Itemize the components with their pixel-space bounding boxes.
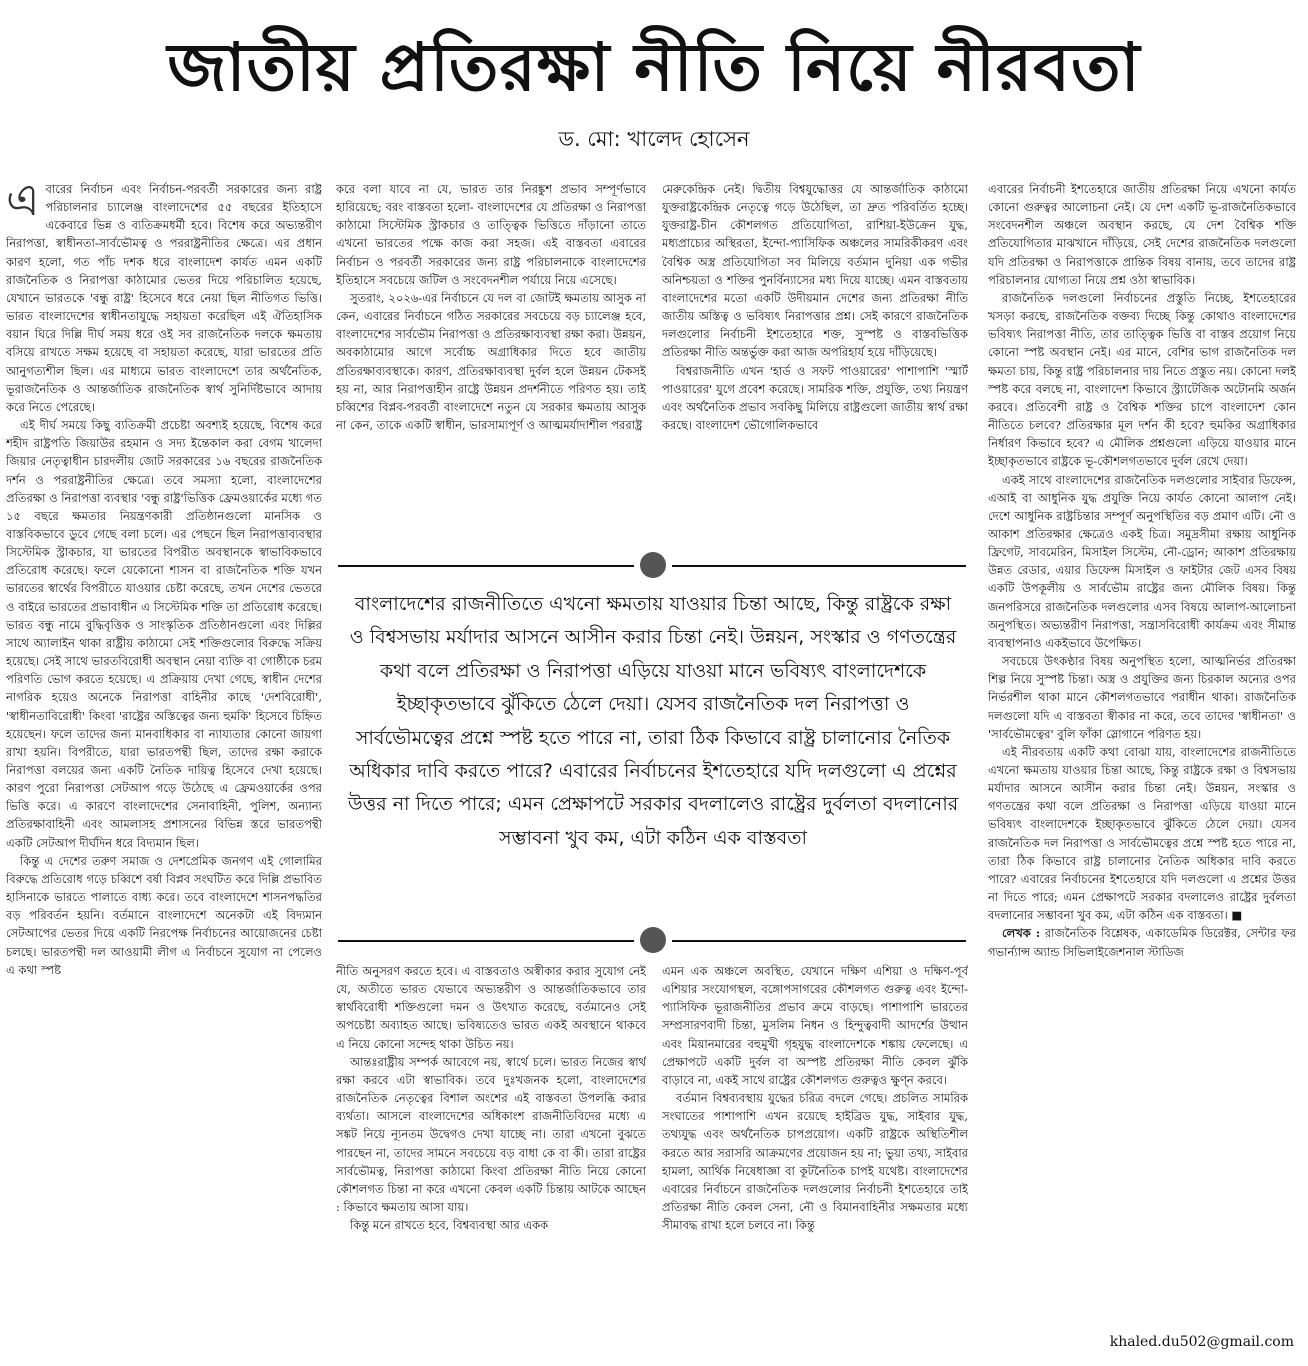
dropcap: এ xyxy=(6,180,40,226)
headline: জাতীয় প্রতিরক্ষা নীতি নিয়ে নীরবতা xyxy=(167,29,1141,106)
author-note xyxy=(988,924,1296,960)
byline: ড. মো: খালেদ হোসেন xyxy=(558,127,750,151)
column-3-top xyxy=(662,180,968,548)
col4-paragraph: এবারের নির্বাচনী ইশতেহারে জাতীয় প্রতিরক্ষা নিয়ে এখনো কার্যত কোনো গুরুত্বর আলোচনা নেই। যে দেশ একটি ভূ-রাজনৈতিকভাবে সংবেদনশীল অঞ্চলে অবস্থান করছে, যে দেশ বৈশ্বিক শক্তি প্রতিযোগিতার মাঝখানে দাঁড়িয়ে, সেই দেশের রাজনৈতিক দলগুলো যদি প্রতিরক্ষা ও নিরাপত্তাকে প্রান্তিক বিষয় বানায়, তবে তাদের রাষ্ট্র পরিচালনার যোগ্যতা নিয়ে প্রশ্ন ওঠা স্বাভাবিক। xyxy=(988,182,1296,287)
col2-paragraph: আন্তঃরাষ্ট্রীয় সম্পর্ক আবেগে নয়, স্বার্থে চলে। ভারত নিজের স্বার্থ রক্ষা করবে এটা স্বাভাবিক। তবে দুঃখজনক হলো, বাংলাদেশের রাজনৈতিক নেতৃত্বের বিশাল অংশের এই বাস্তবতা উপলব্ধি করার ব্যর্থতা। আসলে বাংলাদেশের অধিকাংশ রাজনীতিবিদের মধ্যে এ সঙ্কট নিয়ে ন্যূনতম উদ্বেগও দেখা যাচ্ছে না। তারা এখনো বুঝতে পারছেন না, তাদের সামনে সবচেয়ে বড় বাধা কে বা কী। তারা রাষ্ট্রের সার্বভৌমত্ব, নিরাপত্তা কাঠামো কিংবা প্রতিরক্ষা নীতি নিয়ে কোনো কৌশলগত চিন্তা না করে এখনো কেবল একটি চিন্তায় আটকে আছেন : কিভাবে ক্ষমতায় আসা যায়। xyxy=(336,1054,646,1215)
col4-paragraph: রাজনৈতিক দলগুলো নির্বাচনের প্রস্তুতি নিচ্ছে, ইশতেহারের খসড়া করছে, রাজনৈতিক বক্তব্য দিচ্ছে কিন্তু কোথাও বাংলাদেশের ভবিষ্যৎ নিরাপত্তা নীতি, তার তাত্ত্বিক ভিত্তি বা বাস্তব প্রয়োগ নিয়ে কোনো স্পষ্ট অবস্থান নেই। এর মানে, বেশির ভাগ রাজনৈতিক দল ক্ষমতা চায়, কিন্তু রাষ্ট্র পরিচালনার দায় নিতে প্রস্তুত নয়। কোনো দলই স্পষ্ট করে বলছে না, বাংলাদেশ কিভাবে স্ট্র্যাটেজিক অটোনমি অর্জন করবে। প্রতিবেশী রাষ্ট্র ও বৈশ্বিক শক্তির চাপে বাংলাদেশ কোন নীতিতে চলবে? প্রতিরক্ষার মূল দর্শন কী হবে? হুমকির অগ্রাধিকার নির্ধারণ কিভাবে হবে? এ মৌলিক প্রশ্নগুলো এড়িয়ে যাওয়ার মানে ইচ্ছাকৃতভাবে রাষ্ট্রকে ভূ-কৌশলগতভাবে দুর্বল রেখে দেয়া। xyxy=(988,290,1296,469)
pullquote-bottom-dot xyxy=(640,927,666,953)
col2-paragraph: কিন্তু মনে রাখতে হবে, বিশ্বব্যবস্থা আর একক xyxy=(350,1218,549,1233)
column-3-bottom xyxy=(662,962,968,1360)
col3-paragraph: বিশ্বরাজনীতি এখন 'হার্ড ও সফট পাওয়ারের' পাশাপাশি 'স্মার্ট পাওয়ারের' যুগে প্রবেশ করেছে। সামরিক শক্তি, প্রযুক্তি, তথ্য নিয়ন্ত্রণ এবং অর্থনৈতিক প্রভাব সবকিছু মিলিয়ে রাষ্ট্রগুলো জাতীয় স্বার্থ রক্ষা করছে। বাংলাদেশ ভৌগোলিকভাবে xyxy=(662,363,968,433)
col2-paragraph: করে বলা যাবে না যে, ভারত তার নিরঙ্কুশ প্রভাব সম্পূর্ণভাবে হারিয়েছে; বরং বাস্তবতা হলো- বাংলাদেশের যে প্রতিরক্ষা ও নিরাপত্তা কাঠামো সিস্টেমিক স্ট্রাকচার ও তাত্ত্বিক ভিত্তিতে দাঁড়ানো তাতে এখনো ভারতের পক্ষে কাজ করা সহজ। এই বাস্তবতা এবারের নির্বাচন ও পরবর্তী সরকারের জন্য রাষ্ট্র পরিচালনাকে বাংলাদেশের ইতিহাসে সবচেয়ে জটিল ও সংবেদনশীল পর্যায়ে নিয়ে এসেছে। xyxy=(336,182,646,287)
col3-paragraph: মেরুকেন্দ্রিক নেই। দ্বিতীয় বিশ্বযুদ্ধোত্তর যে আন্তর্জাতিক কাঠামো যুক্তরাষ্ট্রকেন্দ্রিক নেতৃত্বে গড়ে উঠেছিল, তা দ্রুত পরিবর্তিত হচ্ছে। যুক্তরাষ্ট্র-চীন কৌশলগত প্রতিযোগিতা, রাশিয়া-ইউক্রেন যুদ্ধ, মধ্যপ্রাচ্যের অস্থিরতা, ইন্দো-প্যাসিফিক অঞ্চলের সামরিকীকরণ এবং বৈশ্বিক অস্ত্র প্রতিযোগিতা সব মিলিয়ে বর্তমান দুনিয়া এক গভীর অনিশ্চয়তা ও শক্তির পুনর্বিন্যাসের মধ্য দিয়ে যাচ্ছে। এমন বাস্তবতায় বাংলাদেশের মতো একটি উদীয়মান দেশের জন্য প্রতিরক্ষা নীতি জাতীয় অস্তিত্ব ও ভবিষ্যৎ নিরাপত্তার প্রশ্ন। সেই কারণে রাজনৈতিক দলগুলোর নির্বাচনী ইশতেহারে শক্ত, সুস্পষ্ট ও বাস্তবভিত্তিক প্রতিরক্ষা নীতি অন্তর্ভুক্ত করা আজ অপরিহার্য হয়ে দাঁড়িয়েছে। xyxy=(662,182,968,360)
author-info: রাজনৈতিক বিশ্লেষক, একাডেমিক ডিরেক্টর, সেন্টার ফর গভার্ন্যান্স অ্যান্ড সিভিলাইজেশনাল স্টাডিজ xyxy=(988,926,1296,959)
pullquote-top-rule xyxy=(338,565,634,567)
pullquote-top-dot xyxy=(640,552,666,578)
col4-paragraph: সবচেয়ে উৎকণ্ঠার বিষয় অনুপস্থিত হলো, আত্মনির্ভর প্রতিরক্ষা শিল্প নিয়ে সুস্পষ্ট চিন্তা। অস্ত্র ও প্রযুক্তির জন্য চিরকাল অন্যের ওপর নির্ভরশীল থাকা মানে কৌশলগতভাবে পরাধীন থাকা। রাজনৈতিক দলগুলো যদি এ বাস্তবতা স্বীকার না করে, তবে তাদের 'স্বাধীনতা' ও 'সার্বভৌমত্বের' বুলি ফাঁকা স্লোগানে পরিণত হয়। xyxy=(988,654,1296,741)
col1-paragraph: বারের নির্বাচন এবং নির্বাচন-পরবর্তী সরকারের জন্য রাষ্ট্র পরিচালনার চ্যালেঞ্জ বাংলাদেশের ৫৫ বছরের ইতিহাসে একেবারে ভিন্ন ও ব্যতিক্রমধর্মী হবে। বিশেষ করে অভ্যন্তরীণ নিরাপত্তা, স্বাধীনতা-সার্বভৌমত্ব ও পররাষ্ট্রনীতির ক্ষেত্রে। এর প্রধান কারণ হলো, গত পাঁচ দশক ধরে বাংলাদেশ কার্যত এমন একটি রাজনৈতিক ও নিরাপত্তা কাঠামোর ভেতর দিয়ে পরিচালিত হয়েছে, যেখানে ভারতকে 'বন্ধু রাষ্ট্র' হিসেবে ধরে নেয়া ছিল নীতিগত ভিত্তি। ভারত বাংলাদেশের স্বাধীনতাযুদ্ধে সহায়তা করেছিল এই ঐতিহাসিক বয়ান ঘিরে দিল্লি দীর্ঘ সময় ধরে ওই সব রাজনৈতিক দলকে ক্ষমতায় বসিয়ে রাখতে সক্ষম হয়েছে বা সহায়তা করেছে, যারা ভারতের প্রতি আনুগত্যশীল ছিল। এর মাধ্যমে ভারত বাংলাদেশে তার অর্থনৈতিক, ভূরাজনৈতিক ও আন্তর্জাতিক রাজনৈতিক স্বার্থ সুনির্দিষ্টভাবে আদায় করে নিতে পেরেছে। xyxy=(6,182,322,414)
column-4 xyxy=(988,180,1296,1330)
pullquote-bottom-rule xyxy=(672,940,966,942)
pull-quote: বাংলাদেশের রাজনীতিতে এখনো ক্ষমতায় যাওয়ার চিন্তা আছে, কিন্তু রাষ্ট্রকে রক্ষা ও বিশ্বসভায় মর্যাদার আসনে আসীন করার চিন্তা নেই। উন্নয়ন, সংস্কার ও গণতন্ত্রের কথা বলে প্রতিরক্ষা ও নিরাপত্তা এড়িয়ে যাওয়া মানে ভবিষ্যৎ বাংলাদেশকে ইচ্ছাকৃতভাবে ঝুঁকিতে ঠেলে দেয়া। যেসব রাজনৈতিক দল নিরাপত্তা ও সার্বভৌমত্বের প্রশ্নে স্পষ্ট হতে পারে না, তারা ঠিক কিভাবে রাষ্ট্র চালানোর নৈতিক অধিকার দাবি করতে পারে? এবারের নির্বাচনের ইশতেহারে যদি দলগুলো এ প্রশ্নের উত্তর না দিতে পারে; এমন প্রেক্ষাপটে সরকার বদলালেও রাষ্ট্রের দুর্বলতা বদলানোর সম্ভাবনা খুব কম, এটা কঠিন এক বাস্তবতা xyxy=(347,593,959,849)
pullquote-top-rule xyxy=(672,565,966,567)
col3-paragraph: বর্তমান বিশ্বব্যবস্থায় যুদ্ধের চরিত্র বদলে গেছে। প্রচলিত সামরিক সংঘাতের পাশাপাশি এখন রয়েছে হাইব্রিড যুদ্ধ, সাইবার যুদ্ধ, তথ্যযুদ্ধ এবং অর্থনৈতিক চাপপ্রয়োগ। একটি রাষ্ট্রকে অস্থিতিশীল করতে আর সরাসরি আক্রমণের প্রয়োজন হয় না; ভুয়া তথ্য, সাইবার হামলা, আর্থিক নিষেধাজ্ঞা বা কূটনৈতিক চাপই যথেষ্ট। বাংলাদেশের এবারের নির্বাচনে রাজনৈতিক দলগুলোর নির্বাচনী ইশতেহারে তাই প্রতিরক্ষা নীতি কেবল সেনা, নৌ ও বিমানবাহিনীর সক্ষমতার মধ্যে সীমাবদ্ধ রাখা হলে চলবে না। কিন্তু xyxy=(662,1091,968,1233)
col3-paragraph: এমন এক অঞ্চলে অবস্থিত, যেখানে দক্ষিণ এশিয়া ও দক্ষিণ-পূর্ব এশিয়ার সংযোগস্থল, বঙ্গোপসাগরের কৌশলগত গুরুত্ব এবং ইন্দো-প্যাসিফিক ভূরাজনীতির প্রভাব ক্রমে বাড়ছে। পাশাপাশি ভারতের সম্প্রসারণবাদী চিন্তা, মুসলিম নিধন ও হিন্দুত্ববাদী আদর্শের উত্থান এবং মিয়ানমারের বহুমুখী গৃহযুদ্ধ বাংলাদেশকে শঙ্কায় ফেলেছে। এ প্রেক্ষাপটে একটি দুর্বল বা অস্পষ্ট প্রতিরক্ষা নীতি কেবল ঝুঁকি বাড়াবে না, একই সাথে রাষ্ট্রের কৌশলগত গুরুত্বও ক্ষুণ্ন করবে। xyxy=(662,964,968,1087)
column-1 xyxy=(6,180,322,1358)
author-label: লেখক : xyxy=(1002,926,1041,941)
column-2-bottom xyxy=(336,962,646,1360)
col2-paragraph: সুতরাং, ২০২৬-এর নির্বাচনে যে দল বা জোটই ক্ষমতায় আসুক না কেন, এবারের নির্বাচনে গঠিত সরকারের সবচেয়ে বড় চ্যালেঞ্জ হবে, বাংলাদেশের সার্বভৌম নিরাপত্তা ও প্রতিরক্ষাব্যবস্থা রক্ষা করা। উন্নয়ন, অবকাঠামোর আগে সর্বোচ্চ অগ্রাধিকার দিতে হবে জাতীয় প্রতিরক্ষাব্যবস্থাকে। কারণ, প্রতিরক্ষাব্যবস্থা দুর্বল হলে উন্নয়ন টেকসই হয় না, আর নিরাপত্তাহীন রাষ্ট্রে উন্নয়ন প্রদর্শনীতে পরিণত হয়। তাই চব্বিশের বিপ্লব-পরবর্তী বাংলাদেশে নতুন যে সরকার ক্ষমতায় আসুক না কেন, তাকে একটি স্বাধীন, ভারসাম্যপূর্ণ ও আত্মমর্যাদাশীল পররাষ্ট্র xyxy=(336,290,646,433)
pullquote-bottom-rule xyxy=(338,940,634,942)
col1-paragraph: কিন্তু এ দেশের তরুণ সমাজ ও দেশপ্রেমিক জনগণ এই গোলামির বিরুদ্ধে প্রতিরোধ গড়ে চব্বিশে বর্ষা বিপ্লব সংঘটিত করে দিল্লি প্রভাবিত হাসিনাকে ভারতে পালাতে বাধ্য করে। তবে বাংলাদেশে শাসনপদ্ধতির বড় পরিবর্তন হয়নি। বর্তমানে বাংলাদেশে অনেকটা এই বিদ্যমান সেটআপের ভেতর দিয়ে একটি নিরপেক্ষ নির্বাচনের আয়োজনের চেষ্টা চলছে। ভারতপন্থী দল আওয়ামী লীগ এ নির্বাচনে সুযোগ না পেলেও এ কথা স্পষ্ট xyxy=(6,853,322,977)
col4-paragraph: এই নীরবতায় একটি কথা বোঝা যায়, বাংলাদেশের রাজনীতিতে এখনো ক্ষমতায় যাওয়ার চিন্তা আছে, কিন্তু রাষ্ট্রকে রক্ষা ও বিশ্বসভায় মর্যাদার আসনে আসীন করার চিন্তা নেই। উন্নয়ন, সংস্কার ও গণতন্ত্রের কথা বলে প্রতিরক্ষা ও নিরাপত্তা এড়িয়ে যাওয়া মানে ভবিষ্যৎ বাংলাদেশকে ইচ্ছাকৃতভাবে ঝুঁকিতে ঠেলে দেয়া। যেসব রাজনৈতিক দল নিরাপত্তা ও সার্বভৌমত্বের প্রশ্নে স্পষ্ট হতে পারে না, তারা ঠিক কিভাবে রাষ্ট্র চালানোর নৈতিক অধিকার দাবি করতে পারে? এবারের নির্বাচনের ইশতেহারে যদি দলগুলো এ প্রশ্নের উত্তর না দিতে পারে; এমন প্রেক্ষাপটে সরকার বদলালেও রাষ্ট্রের দুর্বলতা বদলানোর সম্ভাবনা খুব কম, এটা কঠিন এক বাস্তবতা। ■ xyxy=(988,744,1296,923)
col4-paragraph: একই সাথে বাংলাদেশের রাজনৈতিক দলগুলোর সাইবার ডিফেন্স, এআই বা আধুনিক যুদ্ধ প্রযুক্তি নিয়ে কার্যত কোনো আলাপ নেই। দেশে আধুনিক রাষ্ট্রচিন্তার সম্পূর্ণ অনুপস্থিতির বড় প্রমাণ এটি। নৌ ও আকাশ প্রতিরক্ষার ক্ষেত্রেও একই চিত্র। সমুদ্রসীমা রক্ষায় আধুনিক ফ্রিগেট, সাবমেরিন, মিসাইল সিস্টেম, নৌ-ড্রোন; আকাশ প্রতিরক্ষায় উন্নত রেডার, এয়ার ডিফেন্স মিসাইল ও ফাইটার জেট এসব বিষয় একটি উপকূলীয় ও সার্বভৌম রাষ্ট্রের জন্য মৌলিক বিষয়। কিন্তু জনপরিসরে রাজনৈতিক দলগুলোর এসব বিষয়ে আলাপ-আলোচনা অনুপস্থিত। অভ্যন্তরীণ নিরাপত্তা, সন্ত্রাসবিরোধী কার্যক্রম এবং সীমান্ত ব্যবস্থাপনাও একইভাবে উপেক্ষিত। xyxy=(988,472,1296,650)
column-2-top xyxy=(336,180,646,548)
col1-paragraph: এই দীর্ঘ সময়ে কিছু ব্যতিক্রমী প্রচেষ্টা অবশ্যই হয়েছে, বিশেষ করে শহীদ রাষ্ট্রপতি জিয়াউর রহমান ও সদ্য ইন্তেকাল করা বেগম খালেদা জিয়ার নেতৃত্বাধীন চারদলীয় জোট সরকারের ১৬ বছরের রাজনৈতিক দর্শন ও পররাষ্ট্রনীতির ক্ষেত্রে। তবে সমস্যা হলো, বাংলাদেশের প্রতিরক্ষা ও নিরাপত্তা ব্যবস্থার 'বন্ধু রাষ্ট্র'ভিত্তিক ফ্রেমওয়ার্কের মধ্যে গত ১৫ বছরে ক্ষমতার নিয়ন্ত্রণকারী প্রতিষ্ঠানগুলো মানসিক ও বাস্তবিকভাবে ডুবে গেছে বলা চলে। এর পেছনে ছিল নিরাপত্তাব্যবস্থার সিস্টেমিক স্ট্রাকচার, যা ভারতের বিপরীত অবস্থানকে স্বাভাবিকভাবে প্রতিরোধ করেছে। ফলে যেকোনো শাসন বা রাজনৈতিক শক্তি যখন ভারতের স্বার্থের বিপরীতে যাওয়ার চেষ্টা করেছে, তখন দেশের ভেতরে ও বাইরে ভারতের প্রভাবাধীন এ সিস্টেমিক শক্তি তা প্রতিরোধ করেছে। ভারত বন্ধু নামে বুদ্ধিবৃত্তিক ও সাংস্কৃতিক প্রতিষ্ঠানগুলো এবং দিল্লির সাথে অ্যালাইন থাকা রাষ্ট্রীয় কাঠামো সেই শক্তিগুলোর বিরুদ্ধে সক্রিয় হয়েছে। সেই সাথে ভারতবিরোধী অবস্থান নেয়া ব্যক্তি বা গোষ্ঠীকে চরম পরিণতি ভোগ করতে হয়েছে। এ প্রক্রিয়ায় দেখা গেছে, স্বাধীন দেশের নাগরিক হয়েও অনেকে নিরাপত্তা বাহিনীর কাছে 'দেশবিরোধী', 'স্বাধীনতাবিরোধী' কিংবা 'রাষ্ট্রের অস্তিত্বের জন্য হুমকি' হিসেবে চিহ্নিত হয়েছেন। ফলে তাদের জন্য মানবাধিকার বা ন্যায্যতার কোনো জায়গা রাখা হয়নি। বিপরীতে, যারা ভারতপন্থী ছিল, তাদের রক্ষা করাকে নিরাপত্তা বলয়ের জন্য একটি নৈতিক দায়িত্ব হিসেবে দেখা হয়েছে। কারণ পুরো নিরাপত্তা সেটআপ গড়ে উঠেছে এ ফ্রেমওয়ার্কের ওপর ভিত্তি করে। এ কারণে বাংলাদেশের সেনাবাহিনী, পুলিশ, অন্যান্য প্রতিরক্ষাবাহিনী এবং আমলাসহ প্রশাসনের বিভিন্ন স্তরে ভারতপন্থী একটি সেটআপ দীর্ঘদিন ধরে বিদ্যমান ছিল। xyxy=(6,418,322,850)
col2-paragraph: নীতি অনুসরণ করতে হবে। এ বাস্তবতাও অস্বীকার করার সুযোগ নেই যে, অতীতে ভারত যেভাবে অভ্যন্তরীণ ও আন্তর্জাতিকভাবে তার স্বার্থবিরোধী শক্তিগুলো দমন ও উৎখাত করেছে, বর্তমানেও সেই অপচেষ্টা অব্যাহত আছে। ভবিষ্যতেও ভারত একই অবস্থানে থাকবে এ নিয়ে কোনো সন্দেহ থাকা উচিত নয়। xyxy=(336,964,646,1051)
author-email: khaled.du502@gmail.com xyxy=(1109,1334,1294,1350)
